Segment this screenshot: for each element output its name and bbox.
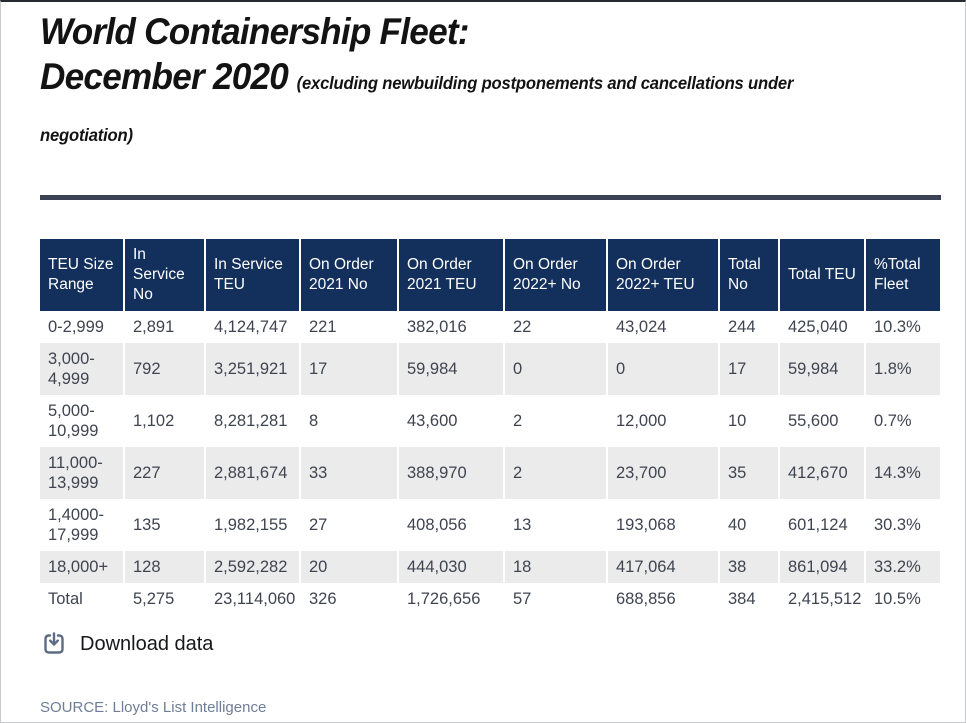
- table-row: [40, 551, 940, 583]
- table-row: [40, 343, 940, 395]
- table-cell: 17: [301, 343, 399, 395]
- row-label: 0-2,999: [40, 311, 125, 343]
- table-cell: 1,982,155: [206, 499, 301, 551]
- table-cell: 244: [720, 311, 780, 343]
- table-cell: 382,016: [399, 311, 505, 343]
- table-cell: 861,094: [780, 551, 866, 583]
- table-cell: 384: [720, 583, 780, 615]
- table-cell: 601,124: [780, 499, 866, 551]
- table-row: [40, 499, 940, 551]
- page-title: [40, 9, 896, 158]
- table-cell: 38: [720, 551, 780, 583]
- table-cell: 388,970: [399, 447, 505, 499]
- table-container: [40, 239, 941, 615]
- table-cell: 2: [505, 447, 608, 499]
- column-header: In Service No: [125, 239, 206, 311]
- table-cell: 1,102: [125, 395, 206, 447]
- row-label: 5,000-10,999: [40, 395, 125, 447]
- column-header: %Total Fleet: [866, 239, 940, 311]
- table-cell: 59,984: [399, 343, 505, 395]
- column-header: On Order 2021 TEU: [399, 239, 505, 311]
- table-cell: 33: [301, 447, 399, 499]
- table-row: [40, 311, 940, 343]
- table-cell: 408,056: [399, 499, 505, 551]
- table-cell: 43,024: [608, 311, 720, 343]
- title-subtitle: (excluding newbuilding postponements and cancellations under: [296, 73, 794, 93]
- table-cell: 59,984: [780, 343, 866, 395]
- table-cell: 2: [505, 395, 608, 447]
- table-cell: 23,700: [608, 447, 720, 499]
- table-cell: 20: [301, 551, 399, 583]
- table-cell: 2,891: [125, 311, 206, 343]
- download-data-button[interactable]: [41, 631, 213, 657]
- table-cell: 221: [301, 311, 399, 343]
- column-header: On Order 2022+ No: [505, 239, 608, 311]
- row-label: 1,4000-17,999: [40, 499, 125, 551]
- divider-rule: [40, 195, 941, 200]
- table-cell: 227: [125, 447, 206, 499]
- table-cell: 17: [720, 343, 780, 395]
- table-cell: 688,856: [608, 583, 720, 615]
- table-cell: 2,592,282: [206, 551, 301, 583]
- table-row: [40, 447, 940, 499]
- column-header: Total TEU: [780, 239, 866, 311]
- table-cell: 444,030: [399, 551, 505, 583]
- table-cell: 193,068: [608, 499, 720, 551]
- column-header: On Order 2022+ TEU: [608, 239, 720, 311]
- table-cell: 57: [505, 583, 608, 615]
- title-line1: World Containership Fleet:: [40, 11, 469, 52]
- column-header: On Order 2021 No: [301, 239, 399, 311]
- table-cell: 1,726,656: [399, 583, 505, 615]
- fleet-table: [40, 239, 940, 615]
- table-cell: 18: [505, 551, 608, 583]
- table-cell: 10.5%: [866, 583, 940, 615]
- table-header: [40, 239, 940, 311]
- table-cell: 35: [720, 447, 780, 499]
- row-label: 11,000-13,999: [40, 447, 125, 499]
- table-cell: 5,275: [125, 583, 206, 615]
- column-header: TEU Size Range: [40, 239, 125, 311]
- title-line2: December 2020: [40, 56, 289, 97]
- table-cell: 13: [505, 499, 608, 551]
- table-cell: 43,600: [399, 395, 505, 447]
- source-text: SOURCE: Lloyd's List Intelligence: [40, 699, 267, 716]
- row-label: 18,000+: [40, 551, 125, 583]
- table-cell: 2,415,512: [780, 583, 866, 615]
- table-cell: 128: [125, 551, 206, 583]
- table-cell: 4,124,747: [206, 311, 301, 343]
- download-label: Download data: [80, 632, 214, 655]
- table-cell: 27: [301, 499, 399, 551]
- row-label: Total: [40, 583, 125, 615]
- table-cell: 1.8%: [866, 343, 940, 395]
- download-icon: [41, 631, 67, 657]
- table-total-row: [40, 583, 940, 615]
- table-cell: 8,281,281: [206, 395, 301, 447]
- table-cell: 10: [720, 395, 780, 447]
- table-body: [40, 311, 940, 615]
- table-cell: 326: [301, 583, 399, 615]
- content: [1, 2, 965, 716]
- row-label: 3,000-4,999: [40, 343, 125, 395]
- table-cell: 55,600: [780, 395, 866, 447]
- table-cell: 30.3%: [866, 499, 940, 551]
- table-row: [40, 395, 940, 447]
- table-cell: 22: [505, 311, 608, 343]
- title-subtitle-cont: negotiation): [40, 125, 133, 145]
- table-cell: 8: [301, 395, 399, 447]
- table-cell: 14.3%: [866, 447, 940, 499]
- table-cell: 412,670: [780, 447, 866, 499]
- table-cell: 0.7%: [866, 395, 940, 447]
- table-cell: 425,040: [780, 311, 866, 343]
- table-cell: 417,064: [608, 551, 720, 583]
- table-cell: 2,881,674: [206, 447, 301, 499]
- table-cell: 0: [608, 343, 720, 395]
- table-cell: 0: [505, 343, 608, 395]
- table-cell: 135: [125, 499, 206, 551]
- table-cell: 33.2%: [866, 551, 940, 583]
- table-cell: 23,114,060: [206, 583, 301, 615]
- table-cell: 3,251,921: [206, 343, 301, 395]
- table-cell: 40: [720, 499, 780, 551]
- column-header: In Service TEU: [206, 239, 301, 311]
- table-cell: 792: [125, 343, 206, 395]
- table-cell: 12,000: [608, 395, 720, 447]
- header-row: [40, 239, 940, 311]
- column-header: Total No: [720, 239, 780, 311]
- table-cell: 10.3%: [866, 311, 940, 343]
